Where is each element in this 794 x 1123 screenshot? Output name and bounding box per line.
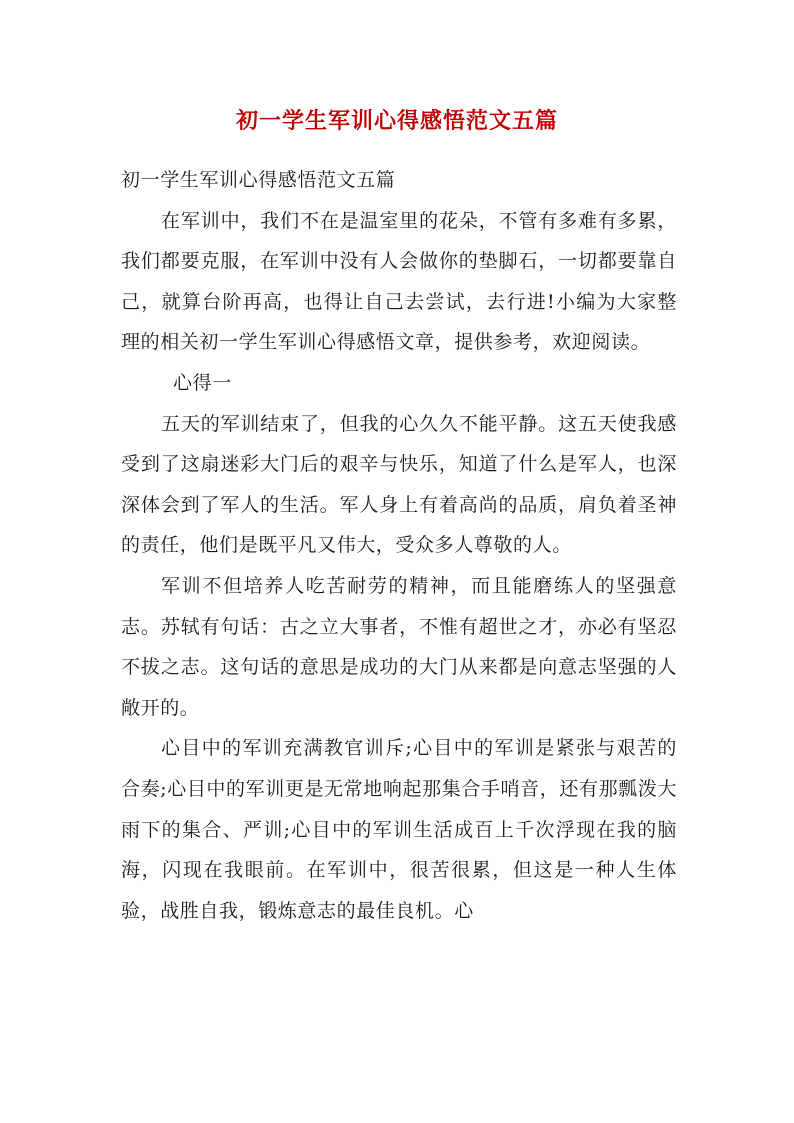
body-paragraph-3: 心目中的军训充满教官训斥;心目中的军训是紧张与艰苦的合奏;心目中的军训更是无常地响起那集合手哨音，还有那瓢泼大雨下的集合、严训;心目中的军训生活成百上千次浮现在我的脑海，闪现在我眼前。在军训中，很苦很累，但这是一种人生体验，战胜自我，锻炼意志的最佳良机。心 (121, 737, 677, 922)
document-body (121, 160, 677, 931)
section-heading: 心得一 (173, 371, 232, 394)
intro-paragraph: 在军训中，我们不在是温室里的花朵，不管有多难有多累，我们都要克服，在军训中没有人会做你的垫脚石，一切都要靠自己，就算台阶再高，也得让自己去尝试，去行进!小编为大家整理的相关初一学生军训心得感悟文章，提供参考，欢迎阅读。 (121, 209, 677, 354)
subtitle-line: 初一学生军训心得感悟范文五篇 (121, 169, 396, 191)
body-paragraph-2: 军训不但培养人吃苦耐劳的精神，而且能磨练人的坚强意志。苏轼有句话：古之立大事者，不惟有超世之才，亦必有坚忍不拔之志。这句话的意思是成功的大门从来都是向意志坚强的人敞开的。 (121, 574, 677, 719)
body-paragraph-1: 五天的军训结束了，但我的心久久不能平静。这五天使我感受到了这扇迷彩大门后的艰辛与快乐，知道了什么是军人，也深深体会到了军人的生活。军人身上有着高尚的品质，肩负着圣神的责任，他们是既平凡又伟大，受众多人尊敬的人。 (121, 412, 677, 557)
document-title: 初一学生军训心得感悟范文五篇 (235, 108, 558, 134)
